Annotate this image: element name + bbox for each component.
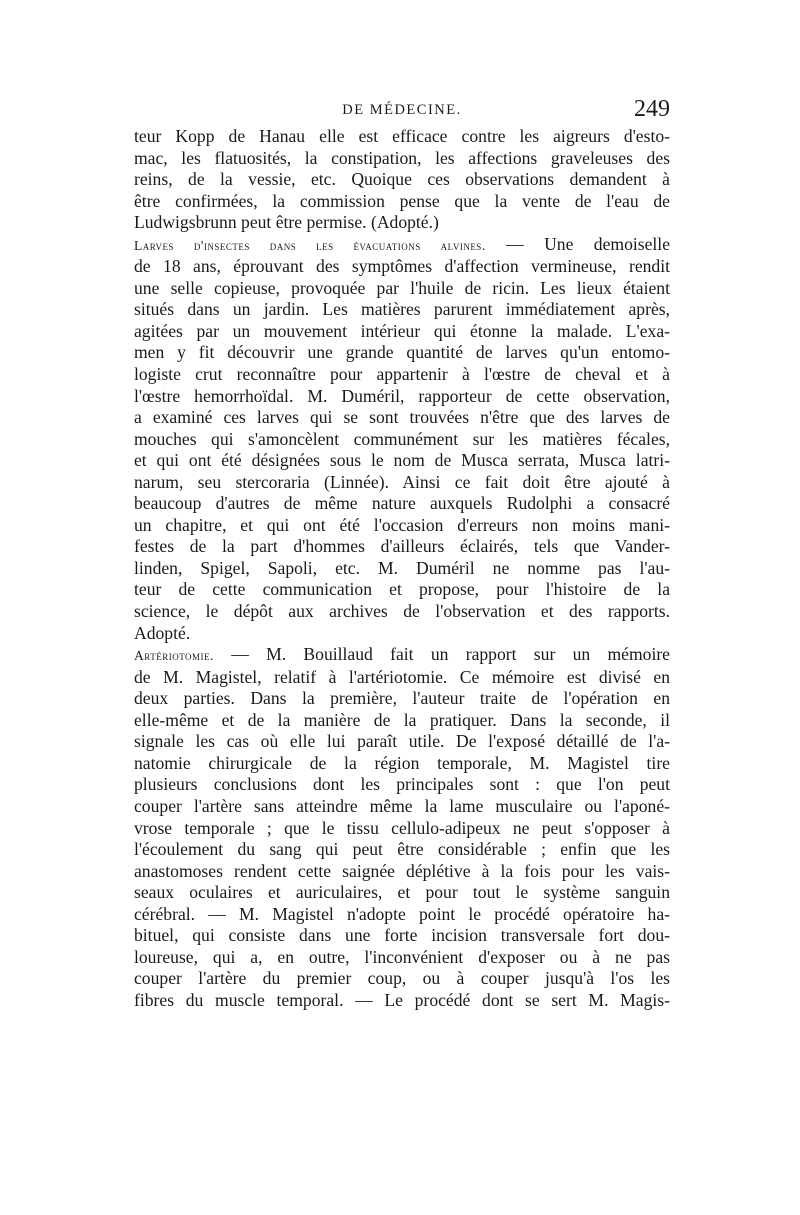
line-text: loureuse, qui a, en outre, l'inconvénient d'exposer ou à ne pas: [134, 946, 670, 967]
page-number: 249: [634, 96, 670, 122]
line-text: linden, Spigel, Sapoli, etc. M. Duméril ne nomme pas l'au-: [134, 557, 670, 578]
text-line: [134, 342, 670, 364]
line-text: une selle copieuse, provoquée par l'huile de ricin. Les lieux étaient: [134, 277, 670, 298]
line-text: deux parties. Dans la première, l'auteur traite de l'opération en: [134, 688, 670, 709]
book-page: [134, 96, 670, 1011]
line-text: beaucoup d'autres de même nature auxquels Rudolphi a consacré: [134, 493, 670, 514]
text-line: [134, 579, 670, 601]
line-text: Adopté.: [134, 622, 191, 643]
section-heading: Artériotomie.: [134, 648, 214, 664]
text-line: [134, 601, 670, 623]
text-line: [134, 558, 670, 580]
text-line: [134, 169, 670, 191]
line-text: cérébral. — M. Magistel n'adopte point le procédé opératoire ha-: [134, 903, 670, 924]
text-line: [134, 731, 670, 753]
text-line: [134, 796, 670, 818]
line-text: vrose temporale ; que le tissu cellulo-adipeux ne peut s'opposer à: [134, 817, 670, 838]
text-line: [134, 753, 670, 775]
text-line: [134, 472, 670, 494]
line-text: situés dans un jardin. Les matières parurent immédiatement après,: [134, 299, 670, 320]
line-text: narum, seu stercoraria (Linnée). Ainsi ce fait doit être ajouté à: [134, 471, 670, 492]
text-line: [134, 968, 670, 990]
text-line: [134, 407, 670, 429]
text-line: [134, 256, 670, 278]
line-text: de 18 ans, éprouvant des symptômes d'affection vermineuse, rendit: [134, 256, 670, 277]
text-line: [134, 364, 670, 386]
text-line: [134, 234, 670, 257]
text-line: [134, 126, 670, 148]
line-text: science, le dépôt aux archives de l'observation et des rapports.: [134, 601, 670, 622]
line-text: être confirmées, la commission pense que la vente de l'eau de: [134, 190, 670, 211]
text-line: [134, 947, 670, 969]
line-text: — M. Bouillaud fait un rapport sur un mémoire: [213, 644, 670, 665]
text-line: [134, 861, 670, 883]
line-text: teur Kopp de Hanau elle est efficace contre les aigreurs d'esto-: [134, 126, 670, 146]
line-text: anastomoses rendent cette saignée déplétive à la fois pour les vais-: [134, 860, 670, 881]
line-text: festes de la part d'hommes d'ailleurs éclairés, tels que Vander-: [134, 536, 670, 557]
text-line: [134, 278, 670, 300]
line-text: signale les cas où elle lui paraît utile. De l'exposé détaillé de l'a-: [134, 731, 670, 752]
text-line: [134, 493, 670, 515]
line-text: natomie chirurgicale de la région temporale, M. Magistel tire: [134, 752, 670, 773]
line-text: l'œstre hemorrhoïdal. M. Duméril, rapporteur de cette observation,: [134, 385, 670, 406]
text-line: [134, 536, 670, 558]
text-line: [134, 688, 670, 710]
line-text: men y fit découvrir une grande quantité de larves qu'un entomo-: [134, 342, 670, 363]
text-line: [134, 148, 670, 170]
body-text: [134, 126, 670, 1011]
text-line: [134, 925, 670, 947]
line-text: elle-même et de la manière de la pratiquer. Dans la seconde, il: [134, 709, 670, 730]
line-text: seaux oculaires et auriculaires, et pour tout le système sanguin: [134, 882, 670, 903]
text-line: [134, 710, 670, 732]
text-line: [134, 882, 670, 904]
text-line: [134, 667, 670, 689]
line-text: couper l'artère sans atteindre même la lame musculaire ou l'aponé-: [134, 795, 670, 816]
text-line: [134, 299, 670, 321]
line-text: l'écoulement du sang qui peut être considérable ; enfin que les: [134, 839, 670, 860]
text-line: [134, 774, 670, 796]
text-line: [134, 429, 670, 451]
text-line: [134, 450, 670, 472]
text-line: [134, 191, 670, 213]
line-text: teur de cette communication et propose, pour l'histoire de la: [134, 579, 670, 600]
text-line: [134, 212, 670, 234]
line-text: de M. Magistel, relatif à l'artériotomie. Ce mémoire est divisé en: [134, 666, 670, 687]
line-text: bituel, qui consiste dans une forte incision transversale fort dou-: [134, 925, 670, 946]
line-text: mouches qui s'amoncèlent communément sur les matières fécales,: [134, 428, 670, 449]
text-line: [134, 839, 670, 861]
text-line: [134, 623, 670, 645]
text-line: [134, 644, 670, 667]
text-line: [134, 990, 670, 1012]
text-line: [134, 386, 670, 408]
line-text: et qui ont été désignées sous le nom de Musca serrata, Musca latri-: [134, 450, 670, 471]
line-text: logiste crut reconnaître pour appartenir à l'œstre de cheval et à: [134, 364, 670, 385]
line-text: a examiné ces larves qui se sont trouvées n'être que des larves de: [134, 407, 670, 428]
text-line: [134, 321, 670, 343]
line-text: Ludwigsbrunn peut être permise. (Adopté.): [134, 212, 439, 233]
text-line: [134, 818, 670, 840]
line-text: un chapitre, et qui ont été l'occasion d'erreurs non moins mani-: [134, 514, 670, 535]
line-text: — Une demoiselle: [485, 233, 670, 254]
line-text: mac, les flatuosités, la constipation, les affections graveleuses des: [134, 147, 670, 168]
page-header: [134, 96, 670, 126]
line-text: agitées par un mouvement intérieur qui étonne la malade. L'exa-: [134, 320, 670, 341]
running-title: DE MÉDECINE.: [342, 102, 462, 118]
line-text: plusieurs conclusions dont les principales sont : que l'on peut: [134, 774, 670, 795]
text-line: [134, 904, 670, 926]
section-heading: Larves d'insectes dans les évacuations alvines.: [134, 237, 486, 253]
line-text: fibres du muscle temporal. — Le procédé dont se sert M. Magis-: [134, 989, 670, 1010]
line-text: couper l'artère du premier coup, ou à couper jusqu'à l'os les: [134, 968, 670, 989]
line-text: reins, de la vessie, etc. Quoique ces observations demandent à: [134, 169, 670, 190]
text-line: [134, 515, 670, 537]
